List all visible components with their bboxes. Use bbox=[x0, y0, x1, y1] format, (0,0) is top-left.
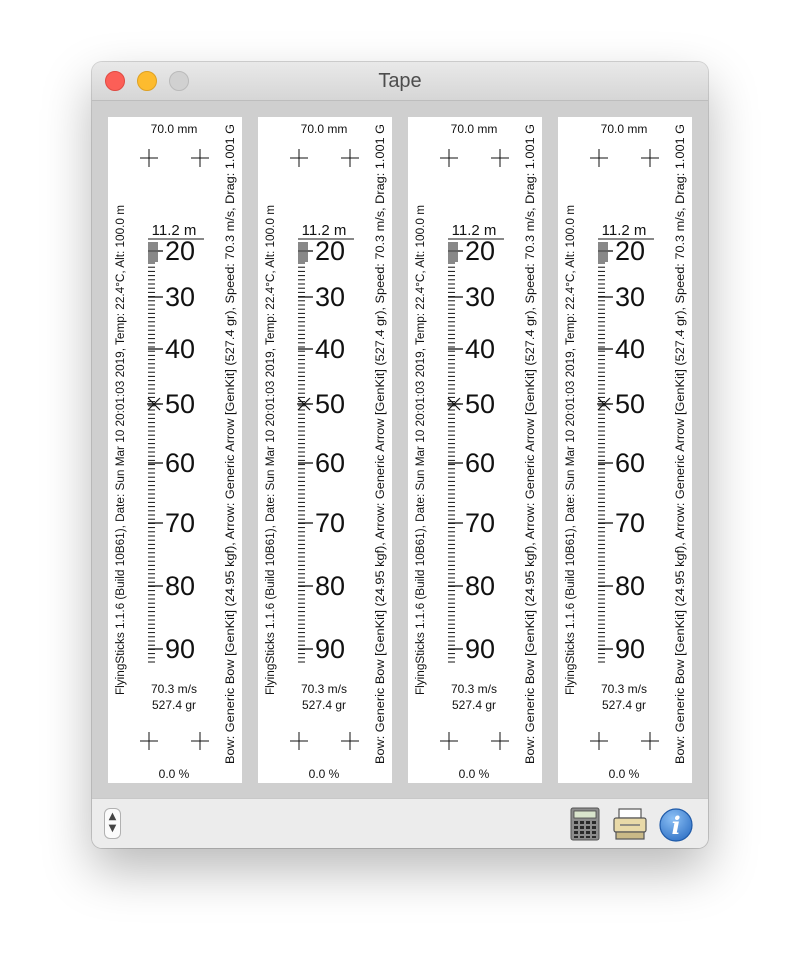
equipment-info-text: Bow: Generic Bow [GenKit] (24.95 kgf), Arrow: Generic Arrow [GenKit] (527.4 gr), Speed: 70.3 m/s, Drag: 1.001 G bbox=[675, 184, 687, 764]
title-bar[interactable] bbox=[92, 62, 708, 101]
arrow-speed: 70.3 m/s bbox=[300, 682, 348, 696]
registration-cross bbox=[641, 732, 659, 750]
tape-strip bbox=[258, 117, 392, 783]
scale-number: 50 bbox=[465, 389, 496, 419]
scale-distance-label: 11.2 m bbox=[601, 222, 647, 239]
chevron-down-icon[interactable]: ▼ bbox=[108, 823, 117, 834]
session-info-text: FlyingSticks 1.1.6 (Build 10B61), Date: Sun Mar 10 20:01:03 2019, Temp: 22.4°C, Alt: 100.0 m bbox=[565, 215, 577, 695]
sight-marker bbox=[447, 398, 461, 410]
scale-number: 30 bbox=[315, 282, 346, 312]
scale-number: 30 bbox=[615, 282, 646, 312]
bottom-toolbar bbox=[92, 798, 708, 848]
scale-number: 90 bbox=[315, 634, 346, 664]
scale-number: 40 bbox=[315, 334, 346, 364]
arrow-weight: 527.4 gr bbox=[601, 698, 647, 712]
session-info-text: FlyingSticks 1.1.6 (Build 10B61), Date: Sun Mar 10 20:01:03 2019, Temp: 22.4°C, Alt: 100.0 m bbox=[265, 215, 277, 695]
arrow-speed: 70.3 m/s bbox=[150, 682, 198, 696]
scale-ticks bbox=[148, 243, 158, 662]
scale-number: 90 bbox=[615, 634, 646, 664]
registration-cross bbox=[590, 732, 608, 750]
registration-cross bbox=[641, 149, 659, 167]
scale-number: 60 bbox=[315, 448, 346, 478]
printer-icon[interactable] bbox=[612, 807, 648, 841]
registration-cross bbox=[341, 732, 359, 750]
registration-cross bbox=[491, 149, 509, 167]
arrow-speed: 70.3 m/s bbox=[600, 682, 648, 696]
scale-number: 50 bbox=[165, 389, 196, 419]
scale-number: 40 bbox=[465, 334, 496, 364]
scale-number: 80 bbox=[165, 571, 196, 601]
scale-number: 40 bbox=[165, 334, 196, 364]
svg-text:i: i bbox=[671, 811, 681, 840]
scale-number: 80 bbox=[315, 571, 346, 601]
scale-number: 30 bbox=[465, 282, 496, 312]
scale-number: 20 bbox=[465, 236, 496, 266]
registration-cross bbox=[191, 149, 209, 167]
scale-number: 60 bbox=[615, 448, 646, 478]
registration-cross bbox=[290, 732, 308, 750]
scale-number: 60 bbox=[165, 448, 196, 478]
scale-number: 80 bbox=[465, 571, 496, 601]
scale-ticks bbox=[598, 243, 608, 662]
equipment-info-text: Bow: Generic Bow [GenKit] (24.95 kgf), Arrow: Generic Arrow [GenKit] (527.4 gr), Speed: 70.3 m/s, Drag: 1.001 G bbox=[525, 184, 537, 764]
scale-distance-label: 11.2 m bbox=[151, 222, 197, 239]
registration-cross bbox=[140, 149, 158, 167]
equipment-info-text: Bow: Generic Bow [GenKit] (24.95 kgf), Arrow: Generic Arrow [GenKit] (527.4 gr), Speed: 70.3 m/s, Drag: 1.001 G bbox=[375, 184, 387, 764]
tape-width-label: 70.0 mm bbox=[150, 122, 198, 136]
tape-content bbox=[92, 101, 708, 798]
scale-ticks bbox=[298, 243, 308, 662]
info-icon[interactable] bbox=[658, 807, 694, 843]
percent-label: 0.0 % bbox=[608, 767, 640, 781]
arrow-speed: 70.3 m/s bbox=[450, 682, 498, 696]
stepper-control[interactable] bbox=[104, 808, 121, 839]
percent-label: 0.0 % bbox=[158, 767, 190, 781]
tape-strip bbox=[108, 117, 242, 783]
scale-number: 70 bbox=[615, 508, 646, 538]
scale-number: 20 bbox=[165, 236, 196, 266]
registration-cross bbox=[491, 732, 509, 750]
calculator-icon[interactable] bbox=[570, 807, 600, 841]
scale-number: 30 bbox=[165, 282, 196, 312]
percent-label: 0.0 % bbox=[458, 767, 490, 781]
tape-width-label: 70.0 mm bbox=[600, 122, 648, 136]
sight-marker bbox=[147, 398, 161, 410]
scale-number: 80 bbox=[615, 571, 646, 601]
chevron-up-icon[interactable]: ▲ bbox=[108, 811, 117, 822]
scale-number: 90 bbox=[165, 634, 196, 664]
scale-distance-label: 11.2 m bbox=[301, 222, 347, 239]
scale-number: 50 bbox=[315, 389, 346, 419]
sight-marker bbox=[597, 398, 611, 410]
session-info-text: FlyingSticks 1.1.6 (Build 10B61), Date: Sun Mar 10 20:01:03 2019, Temp: 22.4°C, Alt: 100.0 m bbox=[115, 215, 127, 695]
scale-number: 90 bbox=[465, 634, 496, 664]
scale-number: 40 bbox=[615, 334, 646, 364]
window-title: Tape bbox=[378, 70, 422, 92]
scale-number: 70 bbox=[465, 508, 496, 538]
arrow-weight: 527.4 gr bbox=[301, 698, 347, 712]
scale-number: 60 bbox=[465, 448, 496, 478]
scale-ticks bbox=[448, 243, 458, 662]
equipment-info-text: Bow: Generic Bow [GenKit] (24.95 kgf), Arrow: Generic Arrow [GenKit] (527.4 gr), Speed: 70.3 m/s, Drag: 1.001 G bbox=[225, 184, 237, 764]
arrow-weight: 527.4 gr bbox=[151, 698, 197, 712]
registration-cross bbox=[290, 149, 308, 167]
registration-cross bbox=[140, 732, 158, 750]
tape-width-label: 70.0 mm bbox=[300, 122, 348, 136]
sight-marker bbox=[297, 398, 311, 410]
registration-cross bbox=[440, 732, 458, 750]
scale-number: 50 bbox=[615, 389, 646, 419]
registration-cross bbox=[440, 149, 458, 167]
tape-window bbox=[92, 62, 708, 848]
scale-number: 20 bbox=[315, 236, 346, 266]
session-info-text: FlyingSticks 1.1.6 (Build 10B61), Date: Sun Mar 10 20:01:03 2019, Temp: 22.4°C, Alt: 100.0 m bbox=[415, 215, 427, 695]
registration-cross bbox=[590, 149, 608, 167]
arrow-weight: 527.4 gr bbox=[451, 698, 497, 712]
tape-strip bbox=[408, 117, 542, 783]
scale-number: 70 bbox=[165, 508, 196, 538]
scale-number: 70 bbox=[315, 508, 346, 538]
tape-width-label: 70.0 mm bbox=[450, 122, 498, 136]
registration-cross bbox=[191, 732, 209, 750]
percent-label: 0.0 % bbox=[308, 767, 340, 781]
registration-cross bbox=[341, 149, 359, 167]
scale-distance-label: 11.2 m bbox=[451, 222, 497, 239]
tape-strip bbox=[558, 117, 692, 783]
scale-number: 20 bbox=[615, 236, 646, 266]
